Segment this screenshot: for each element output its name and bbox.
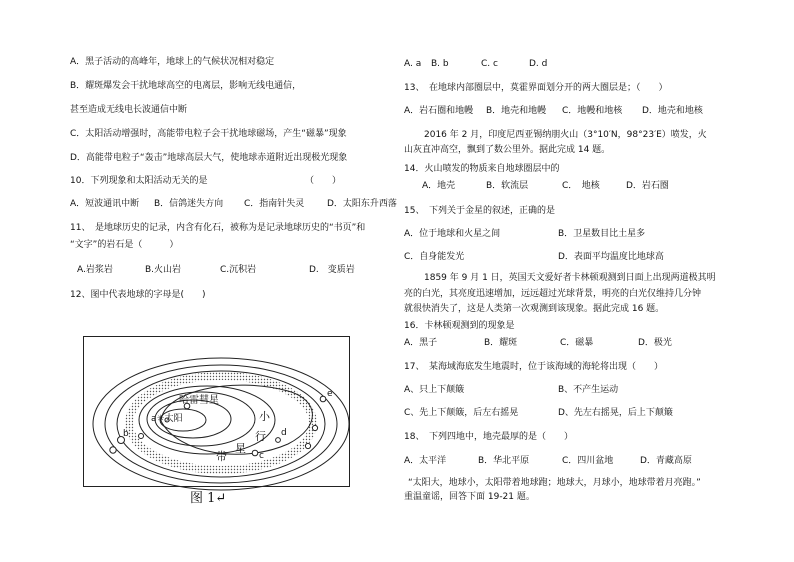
- q13-options: [404, 105, 784, 117]
- passage2-line1: 1859 年 9 月 1 日，英国天文爱好者卡林顿观测到日面上出现两道极其明: [424, 273, 716, 283]
- q11-option-c: C.沉积岩: [220, 265, 257, 275]
- belt-char-1: 小: [259, 410, 270, 423]
- belt-char-2: 行: [255, 430, 266, 443]
- q17-stem: 17、 某海域海底发生地震时，位于该海域的海轮将出现（ ）: [404, 362, 663, 372]
- q15-options-row1: [404, 228, 784, 240]
- planet-letter-d: d: [281, 428, 287, 438]
- q14-option-a: A．地壳: [422, 181, 456, 191]
- q17-options-row2: [404, 407, 784, 419]
- q12-option-a: A. a: [404, 59, 422, 69]
- figure-caption: 图 1↵: [190, 491, 227, 506]
- q16-stem: 16．卡林顿观测到的现象是: [404, 321, 515, 331]
- q13-stem: 13、 在地球内部圈层中，莫霍界面划分开的两大圈层是；（ ）: [404, 83, 668, 93]
- q10-paren: （ ）: [305, 176, 342, 186]
- q15-option-b: B．卫星数目比土星多: [558, 229, 646, 239]
- q17-option-a: A、只上下颠簸: [404, 385, 465, 395]
- comet-label: 哈雷彗星: [179, 395, 219, 406]
- planet-d: [276, 438, 281, 443]
- planet-right-3: [305, 443, 310, 448]
- q18-option-c: C．四川盆地: [562, 456, 614, 466]
- q15-option-c: C．自身能发光: [404, 252, 465, 262]
- q10-option-b: B．信鸽迷失方向: [154, 199, 224, 209]
- q9-option-a: A．黑子活动的高峰年，地球上的气候状况相对稳定: [70, 57, 275, 67]
- passage3-line1: “太阳大，地球小，太阳带着地球跑；地球大，月球小，地球带着月亮跑。”: [408, 478, 701, 488]
- q10-stem: 10．下列现象和太阳活动无关的是: [70, 176, 208, 186]
- passage2-line3: 就很快消失了，这是人类第一次观测到该现象。据此完成 16 题。: [404, 304, 665, 314]
- q18-stem: 18、 下列四地中，地壳最厚的是（ ）: [404, 432, 573, 442]
- q14-stem: 14．火山喷发的物质来自地球圈层中的: [404, 164, 560, 174]
- q15-option-d: D．表面平均温度比地球高: [558, 252, 664, 262]
- q10-options: [70, 198, 400, 210]
- q11-stem-line1: 11、 是地球历史的记录，内含有化石，被称为是记录地球历史的“书页”和: [70, 223, 366, 233]
- passage2-line2: 亮的白光，其亮度迅速增加，远远超过光球背景，明亮的白光仅维持几分钟: [404, 289, 702, 299]
- q12-option-b: B. b: [431, 59, 449, 69]
- solar-system-diagram: [83, 336, 351, 498]
- q11-option-b: B.火山岩: [145, 265, 182, 275]
- planet-letter-e: e: [327, 389, 333, 399]
- q15-option-a: A．位于地球和火星之间: [404, 229, 501, 239]
- q17-options-row1: [404, 384, 784, 396]
- q18-option-b: B．华北平原: [478, 456, 530, 466]
- q9-option-d: D．高能带电粒子“轰击”地球高层大气，使地球赤道附近出现极光现象: [70, 153, 348, 163]
- q12-option-c: C. c: [481, 59, 498, 69]
- q14-options: [422, 180, 782, 192]
- q18-option-a: A．太平洋: [404, 456, 447, 466]
- q14-option-b: B．软流层: [486, 181, 529, 191]
- q13-option-a: A．岩石圈和地幔: [404, 106, 474, 116]
- q14-option-d: D．岩石圈: [626, 181, 669, 191]
- q11-options: [77, 264, 397, 276]
- sun-label: a☼太阳: [151, 414, 183, 424]
- planet-right-2: [312, 425, 317, 430]
- q13-option-c: C．地幔和地核: [562, 106, 623, 116]
- q14-option-c: C． 地核: [562, 181, 600, 191]
- q12-stem: 12、图中代表地球的字母是( ): [70, 290, 206, 300]
- q18-options: [404, 455, 784, 467]
- planet-letter-c: c: [259, 451, 264, 461]
- q9-option-c: C．太阳活动增强时，高能带电粒子会干扰地球磁场，产生“磁暴”现象: [70, 129, 347, 139]
- q10-option-d: D．太阳东升西落: [327, 199, 397, 209]
- passage1-line1: 2016 年 2 月，印度尼西亚锡纳朋火山（3°10′N，98°23′E）喷发，火: [424, 130, 707, 140]
- q17-option-b: B、不产生运动: [558, 385, 619, 395]
- planet-e: [320, 396, 326, 402]
- q12-options: [404, 58, 604, 70]
- q10-option-c: C．指南针失灵: [244, 199, 305, 209]
- q10-option-a: A．短波通讯中断: [70, 199, 140, 209]
- planet-left-3: [139, 434, 144, 439]
- q16-option-b: B．耀斑: [484, 338, 518, 348]
- q13-option-b: B．地壳和地幔: [486, 106, 547, 116]
- belt-char-3: 星: [235, 442, 246, 455]
- belt-char-4: 带: [216, 450, 227, 463]
- q15-options-row2: [404, 251, 784, 263]
- q16-option-a: A．黑子: [404, 338, 438, 348]
- q11-option-a: A.岩浆岩: [77, 265, 113, 275]
- q16-options: [404, 337, 784, 349]
- passage1-line2: 山灰直冲高空，飘到了数公里外。据此完成 14 题。: [404, 145, 611, 155]
- q9-option-b-continued: 甚至造成无线电长波通信中断: [70, 105, 188, 115]
- q9-option-b: B．耀斑爆发会干扰地球高空的电离层，影响无线电通信，: [70, 81, 302, 91]
- q17-option-d: D、先左右摇晃，后上下颠簸: [558, 408, 673, 418]
- q15-stem: 15、 下列关于金星的叙述，正确的是: [404, 206, 555, 216]
- q11-stem-line2: “文字”的岩石是（ ）: [70, 240, 179, 250]
- q13-option-d: D．地壳和地核: [642, 106, 703, 116]
- planet-c: [252, 450, 258, 456]
- q16-option-c: C．磁暴: [560, 338, 594, 348]
- q17-option-c: C、先上下颠簸，后左右摇晃: [404, 408, 519, 418]
- passage3-line2: 重温童谣，回答下面 19-21 题。: [404, 492, 535, 502]
- q12-option-d: D. d: [529, 59, 548, 69]
- q11-option-d: D. 变质岩: [309, 265, 355, 275]
- q16-option-d: D．极光: [638, 338, 672, 348]
- planet-left-2: [110, 447, 116, 453]
- planet-letter-b: b: [123, 429, 129, 439]
- q18-option-d: D．青藏高原: [640, 456, 692, 466]
